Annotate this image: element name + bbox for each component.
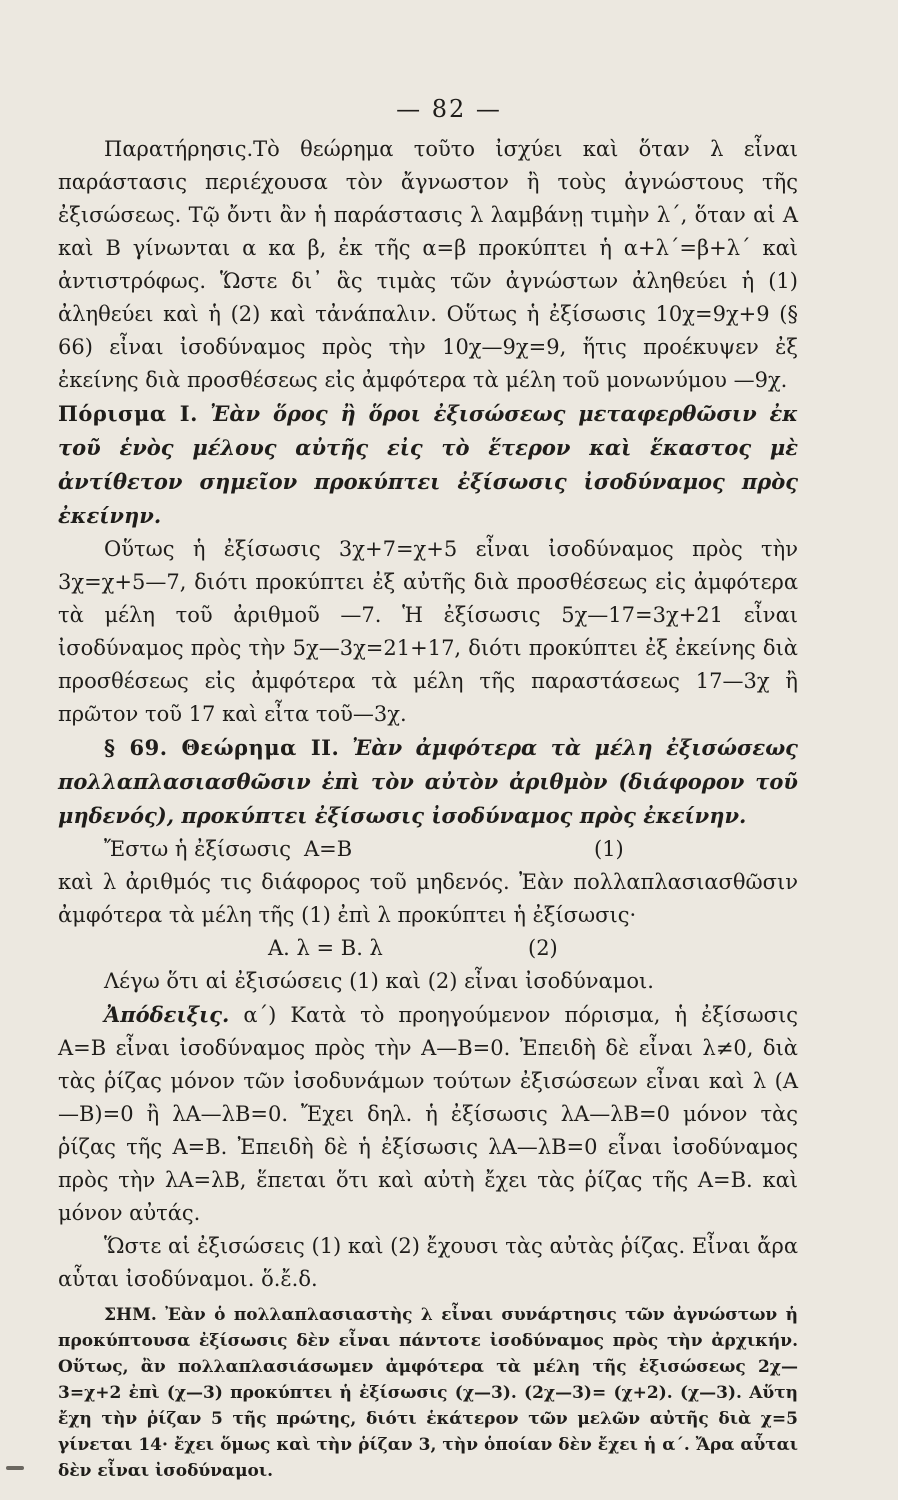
page-body [58,133,798,1484]
corollary-text: Ἐὰν ὅρος ἢ ὅροι ἐξισώσεως μεταφερθῶσιν ἐκ τοῦ ἑνὸς μέλους αὐτῆς εἰς τὸ ἕτερον καὶ ἕκαστος μὲ ἀντίθετον σημεῖον προκύπτει ἐξίσωσις ἰσοδύναμος πρὸς ἐκείνην. [58,401,798,528]
theorem-text: Ἐὰν ἀμφότερα τὰ μέλη ἐξισώσεως πολλαπλασιασθῶσιν ἐπὶ τὸν αὐτὸν ἀριθμὸν (διάφορον τοῦ μηδενός), προκύπτει ἐξίσωσις ἰσοδύναμος πρὸς ἐκείνην. [58,735,798,828]
equation-2 [58,932,798,965]
example-paragraph: Οὕτως ἡ ἐξίσωσις 3χ+7=χ+5 εἶναι ἰσοδύναμος πρὸς τὴν 3χ=χ+5—7, διότι προκύπτει ἐξ αὐτῆς διὰ προσθέσεως εἰς ἀμφότερα τὰ μέλη τοῦ ἀριθμοῦ —7. Ἡ ἐξίσωσις 5χ—17=3χ+21 εἶναι ἰσοδύναμος πρὸς τὴν 5χ—3χ=21+17, διότι προκύπτει ἐξ ἐκείνης διὰ προσθέσεως εἰς ἀμφότερα τὰ μέλη τῆς παραστάσεως 17—3χ ἢ πρῶτον τοῦ 17 καὶ εἶτα τοῦ—3χ. [58,537,798,726]
equation-1 [58,833,798,866]
claim-paragraph: Λέγω ὅτι αἱ ἐξισώσεις (1) καὶ (2) εἶναι ἰσοδύναμοι. [104,969,654,993]
equation-2-expression: Α. λ = Β. λ [268,936,383,960]
corollary-paragraph [58,397,798,533]
note-block [58,1302,798,1484]
equation-1-number: (1) [594,837,624,861]
theorem-paragraph [58,731,798,833]
proof-text: α΄) Κατὰ τὸ προηγούμενον πόρισμα, ἡ ἐξίσωσις Α=Β εἶναι ἰσοδύναμος πρὸς τὴν Α—Β=0. Ἐπειδὴ δὲ εἶναι λ≠0, διὰ τὰς ῥίζας μόνον τῶν ἰσοδυνάμων τούτων ἐξισώσεων εἶναι καὶ λ (Α—Β)=0 ἢ λΑ—λΒ=0. Ἔχει δηλ. ἡ ἐξίσωσις λΑ—λΒ=0 μόνον τὰς ῥίζας τῆς Α=Β. Ἐπειδὴ δὲ ἡ ἐξίσωσις λΑ—λΒ=0 εἶναι ἰσοδύναμος πρὸς τὴν λΑ=λΒ, ἕπεται ὅτι καὶ αὐτὴ ἔχει τὰς ῥίζας τῆς Α=Β. καὶ μόνον αὐτάς. [58,1003,798,1225]
remark-paragraph: Παρατήρησις.Τὸ θεώρημα τοῦτο ἰσχύει καὶ ὅταν λ εἶναι παράστασις περιέχουσα τὸν ἄγνωστον ἢ τοὺς ἀγνώστους τῆς ἐξισώσεως. Τῷ ὄντι ἂν ἡ παράστασις λ λαμβάνῃ τιμὴν λ΄, ὅταν αἱ Α καὶ Β γίνωνται α κα β, ἐκ τῆς α=β προκύπτει ἡ α+λ΄=β+λ΄ καὶ ἀντιστρόφως. Ὥστε δι᾿ ἃς τιμὰς τῶν ἀγνώστων ἀληθεύει ἡ (1) ἀληθεύει καὶ ἡ (2) καὶ τἀνάπαλιν. Οὕτως ἡ ἐξίσωσις 10χ=9χ+9 (§ 66) εἶναι ἰσοδύναμος πρὸς τὴν 10χ—9χ=9, ἥτις προέκυψεν ἐξ ἐκείνης διὰ προσθέσεως εἰς ἀμφότερα τὰ μέλη τοῦ μονωνύμου —9χ. [58,137,798,392]
equation-2-number: (2) [528,936,558,960]
page-number: — 82 — [396,95,502,123]
proof-label: Ἀπόδειξις. [104,1002,230,1027]
conclusion-paragraph: Ὥστε αἱ ἐξισώσεις (1) καὶ (2) ἔχουσι τὰς αὐτὰς ῥίζας. Εἶναι ἄρα αὗται ἰσοδύναμοι. ὅ.ἔ.δ. [58,1234,799,1291]
scan-mark [6,1466,24,1470]
equation-1-label: Ἔστω ἡ ἐξίσωσις [104,837,292,861]
theorem-label: § 69. Θεώρημα ΙΙ. [104,735,340,760]
corollary-label: Πόρισμα Ι. [58,401,198,426]
lambda-paragraph: καὶ λ ἀριθμός τις διάφορος τοῦ μηδενός. Ἐὰν πολλαπλασιασθῶσιν ἀμφότερα τὰ μέλη τῆς (1) ἐπὶ λ προκύπτει ἡ ἐξίσωσις· [58,870,798,927]
proof-paragraph [58,998,798,1230]
equation-1-expression: Α=Β [304,837,353,861]
note-paragraph: ΣΗΜ. Ἐὰν ὁ πολλαπλασιαστὴς λ εἶναι συνάρτησις τῶν ἀγνώστων ἡ προκύπτουσα ἐξίσωσις δὲν εἶναι πάντοτε ἰσοδύναμος πρὸς τὴν ἀρχικήν. Οὕτως, ἂν πολλαπλασιάσωμεν ἀμφότερα τὰ μέλη τῆς ἐξισώσεως 2χ—3=χ+2 ἐπὶ (χ—3) προκύπτει ἡ ἐξίσωσις (χ—3). (2χ—3)= (χ+2). (χ—3). Αὕτη ἔχη τὴν ῥίζαν 5 τῆς πρώτης, διότι ἑκάτερον τῶν μελῶν αὐτῆς διὰ χ=5 γίνεται 14· ἔχει ὅμως καὶ τὴν ῥίζαν 3, τὴν ὁποίαν δὲν ἔχει ἡ α΄. Ἄρα αὗται δὲν εἶναι ἰσοδύναμοι. [58,1305,798,1481]
